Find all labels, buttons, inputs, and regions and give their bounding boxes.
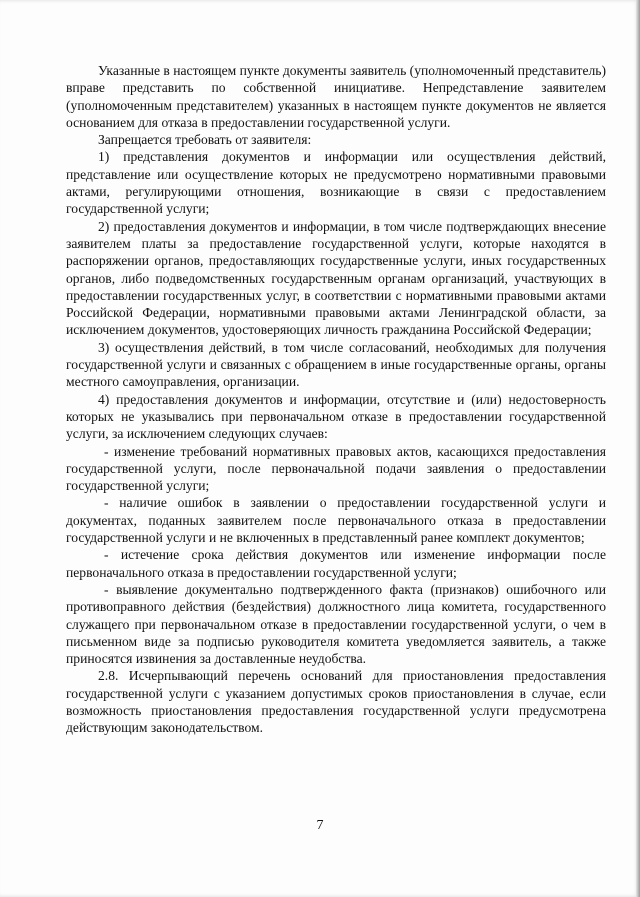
- paragraph-item-3: 3) осуществления действий, в том числе согласований, необходимых для получения государственной услуги и связанных с обращением в иные государственные органы, органы местного самоуправления, организации.: [66, 339, 606, 390]
- paragraph-prohibited-intro: Запрещается требовать от заявителя:: [98, 132, 312, 148]
- paragraph-dash-requirements-change: - изменение требований нормативных правовых актов, касающихся предоставления государственной услуги, после первоначальной подачи заявления о предоставлении государственной услуги;: [66, 443, 606, 494]
- paragraph-dash-expiry: - истечение срока действия документов или изменение информации после первоначального отказа в предоставлении государственной услуги;: [66, 547, 606, 580]
- paragraph-item-1: 1) представления документов и информации или осуществления действий, представление или осуществление которых не предусмотрено нормативными правовыми актами, регулирующими отношения, возникающие в связи с предоставлением государственной услуги;: [66, 149, 606, 217]
- paragraph-item-4: 4) предоставления документов и информации, отсутствие и (или) недостоверность которых не указывались при первоначальном отказе в предоставлении государственной услуги, за исключением следующих случаев:: [66, 391, 606, 442]
- paragraph-item-2: 2) предоставления документов и информации, в том числе подтверждающих внесение заявителем платы за предоставление государственной услуги, которые находятся в распоряжении органов, предоставляющих государственные услуги, иных государственных органов, либо подведомственных государственным органам организаций, участвующих в предоставлении государственных услуг, в соответствии с нормативными правовыми актами Российской Федерации, нормативными правовыми актами Ленинградской области, за исключением документов, удостоверяющих личность гражданина Российской Федерации;: [66, 218, 606, 338]
- paragraph-section-2-8: 2.8. Исчерпывающий перечень оснований для приостановления предоставления государственной услуги с указанием допустимых сроков приостановления в случае, если возможность приостановления предоставления государственной услуги предусмотрена действующим законодательством.: [66, 668, 606, 736]
- paragraph-dash-errors: - наличие ошибок в заявлении о предоставлении государственной услуги и документах, поданных заявителем после первоначального отказа в предоставлении государственной услуги и не включенных в представленный ранее комплект документов;: [66, 495, 606, 546]
- paragraph-dash-wrongful-action: - выявление документально подтвержденного факта (признаков) ошибочного или противоправного действия (бездействия) должностного лица комитета, государственного служащего при первоначальном отказе в предоставлении государственной услуги, о чем в письменном виде за подписью руководителя комитета уведомляется заявитель, а также приносятся извинения за доставленные неудобства.: [66, 581, 606, 667]
- document-body: [66, 62, 606, 737]
- paragraph-documents-initiative: Указанные в настоящем пункте документы заявитель (уполномоченный представитель) вправе представить по собственной инициативе. Непредставление заявителем (уполномоченным представителем) указанных в настоящем пункте документов не является основанием для отказа в предоставлении государственной услуги.: [66, 63, 606, 130]
- page-number: 7: [316, 818, 324, 833]
- page-edge-shadow: [636, 0, 640, 897]
